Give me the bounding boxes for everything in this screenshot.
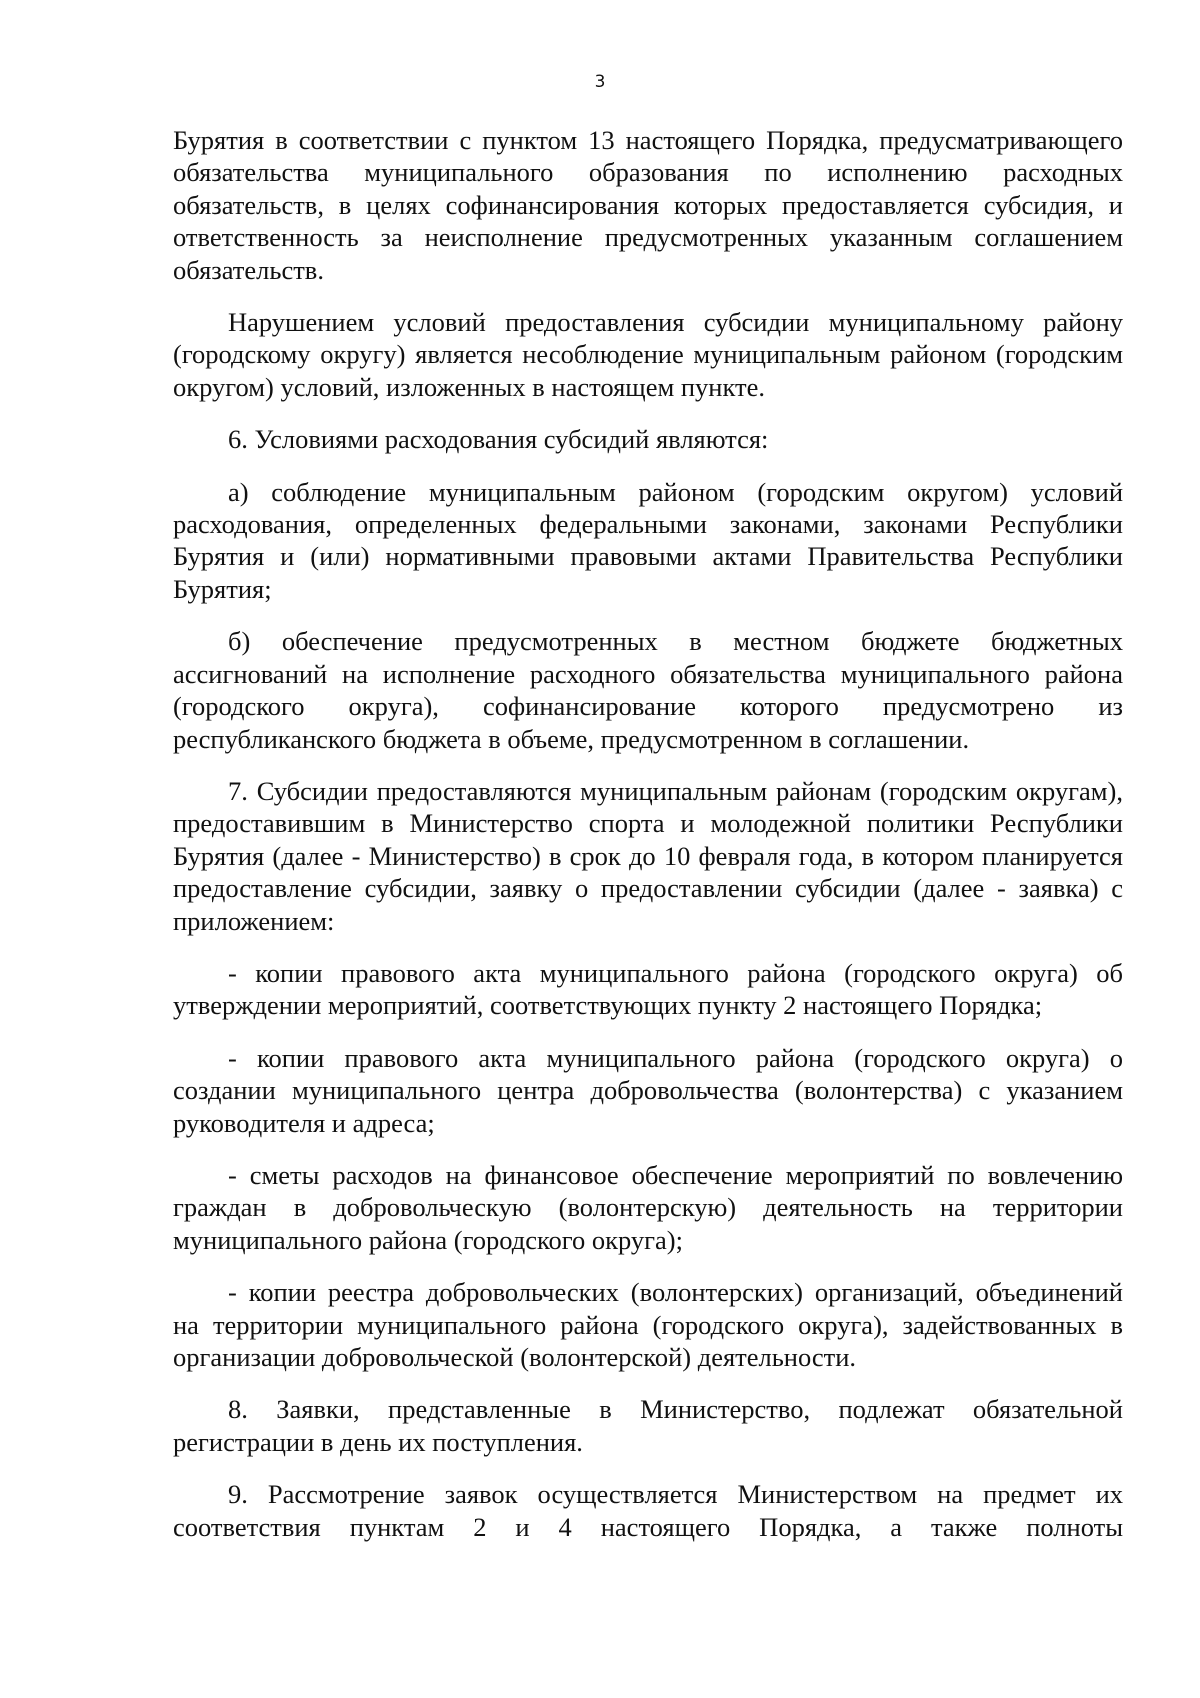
- list-item: - сметы расходов на финансовое обеспечение мероприятий по вовлечению граждан в добровольческую (волонтерскую) деятельность на территории муниципального района (городского округа);: [173, 1159, 1123, 1255]
- page-number: 3: [594, 72, 606, 92]
- paragraph-violation: Нарушением условий предоставления субсидии муниципальному району (городскому округу) является несоблюдение муниципальным районом (городским округом) условий, изложенных в настоящем пункте.: [173, 307, 1123, 402]
- paragraph-continuation: Бурятия в соответствии с пунктом 13 настоящего Порядка, предусматривающего обязательства муниципального образования по исполнению расходных обязательств, в целях софинансирования которых предоставляется субсидия, и ответственность за неисполнение предусмотренных указанным соглашением обязательств.: [173, 125, 1123, 285]
- list-item: - копии реестра добровольческих (волонтерских) организаций, объединений на территории муниципального района (городского округа), задействованных в организации добровольческой (волонтерской) деятельности.: [173, 1277, 1123, 1372]
- list-item: - копии правового акта муниципального района (городского округа) о создании муниципального центра добровольчества (волонтерства) с указанием руководителя и адреса;: [173, 1042, 1123, 1138]
- paragraph-item-6: 6. Условиями расходования субсидий являются:: [228, 424, 769, 455]
- paragraph-item-7: 7. Субсидии предоставляются муниципальным районам (городским округам), предоставившим в Министерство спорта и молодежной политики Республики Бурятия (далее - Министерство) в срок до 10 февраля года, в котором планируется предоставление субсидии, заявку о предоставлении субсидии (далее - заявка) с приложением:: [173, 775, 1123, 936]
- list-item: - копии правового акта муниципального района (городского округа) об утверждении мероприятий, соответствующих пункту 2 настоящего Порядка;: [173, 957, 1123, 1021]
- paragraph-item-8: 8. Заявки, представленные в Министерство, подлежат обязательной регистрации в день их поступления.: [173, 1394, 1123, 1457]
- paragraph-item-6b: б) обеспечение предусмотренных в местном бюджете бюджетных ассигнований на исполнение расходного обязательства муниципального района (городского округа), софинансирование которого предусмотрено из республиканского бюджета в объеме, предусмотренном в соглашении.: [173, 626, 1123, 754]
- paragraph-item-6a: а) соблюдение муниципальным районом (городским округом) условий расходования, определенных федеральными законами, законами Республики Бурятия и (или) нормативными правовыми актами Правительства Республики Бурятия;: [173, 476, 1123, 604]
- document-body: [173, 124, 1123, 1563]
- paragraph-item-9: 9. Рассмотрение заявок осуществляется Министерством на предмет их соответствия пунктам 2 и 4 настоящего Порядка, а также полноты: [173, 1479, 1123, 1542]
